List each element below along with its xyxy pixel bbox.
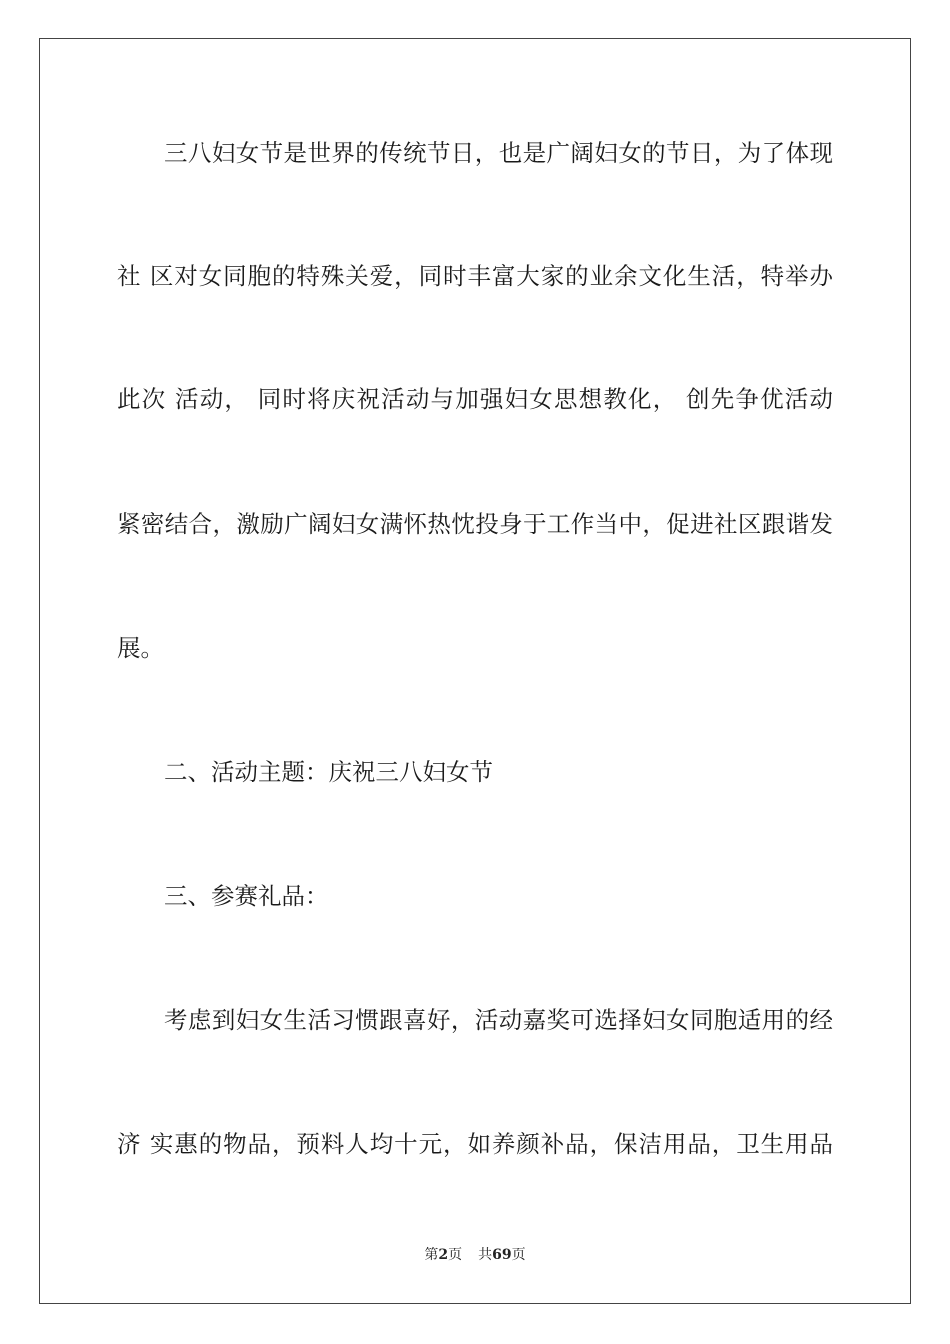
page-footer (0, 1246, 950, 1264)
paragraph-1-line-4: 紧密结合，激励广阔妇女满怀热忱投身于工作当中，促进社区跟谐发 (117, 510, 833, 538)
paragraph-2-line-2: 济 实惠的物品，预料人均十元，如养颜补品，保洁用品，卫生用品 (117, 1130, 833, 1158)
paragraph-1-line-2: 社 区对女同胞的特殊关爱，同时丰富大家的业余文化生活，特举办 (117, 262, 833, 290)
footer-page-suffix: 页 (448, 1247, 463, 1263)
paragraph-1-line-1: 三八妇女节是世界的传统节日，也是广阔妇女的节日，为了体现 (164, 139, 833, 167)
footer-total-pages: 69 (492, 1247, 512, 1263)
footer-page-prefix: 第 (424, 1247, 439, 1263)
paragraph-1-line-5: 展。 (117, 634, 164, 662)
section-heading-theme: 二、活动主题：庆祝三八妇女节 (164, 758, 493, 786)
section-heading-prizes: 三、参赛礼品： (164, 882, 329, 910)
paragraph-2-line-1: 考虑到妇女生活习惯跟喜好，活动嘉奖可选择妇女同胞适用的经 (164, 1006, 833, 1034)
footer-total-suffix: 页 (511, 1247, 526, 1263)
paragraph-1-line-3: 此次 活动， 同时将庆祝活动与加强妇女思想教化， 创先争优活动 (117, 385, 833, 413)
page-border (39, 38, 911, 1304)
footer-page-number: 2 (438, 1247, 449, 1263)
footer-total-prefix: 共 (478, 1247, 493, 1263)
